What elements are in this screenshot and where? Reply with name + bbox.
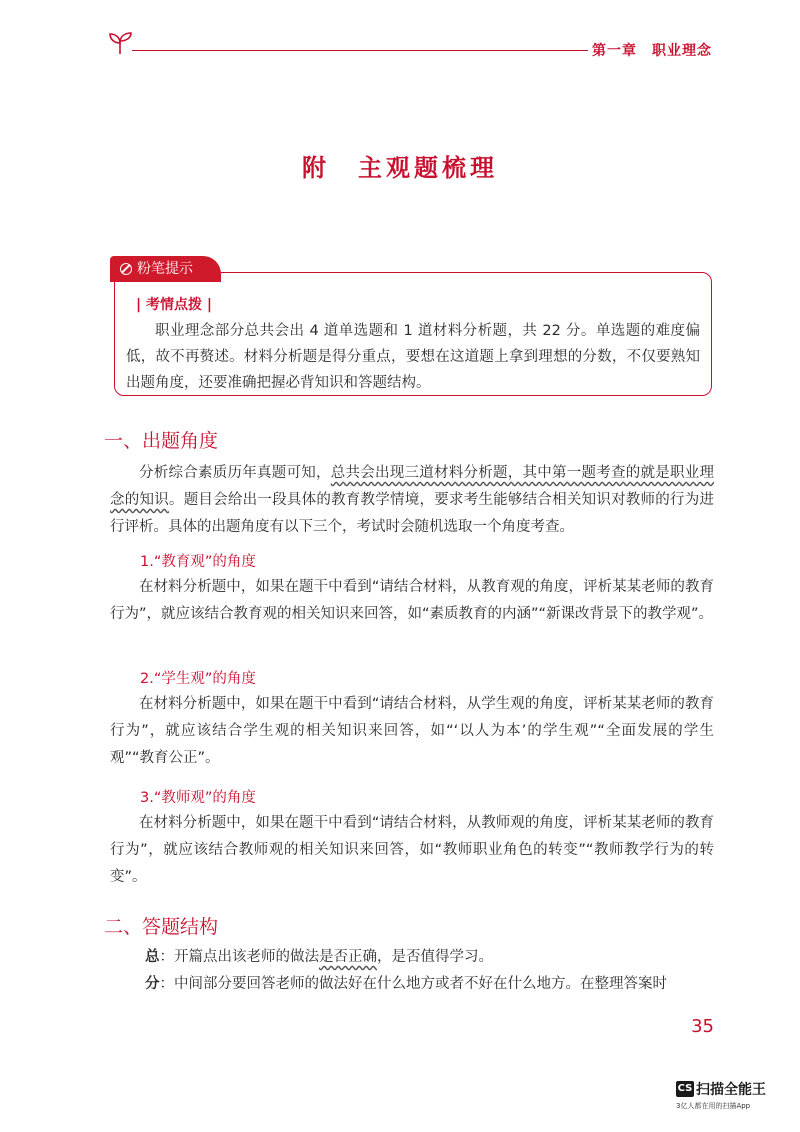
section-heading: 二、答题结构 [104,916,219,938]
section-heading: 一、出题角度 [104,430,219,452]
tip-tab-label: 粉笔提示 [137,261,193,277]
page-number: 35 [691,1016,714,1037]
intro-text: 。题目会给出一段具体的教育教学情境，要求考生能够结合相关知识对教师的行为进行评析。具体的出题角度有以下三个，考试时会随机选取一个角度考查。 [110,492,714,535]
scanner-watermark [676,1078,786,1111]
watermark-tagline: 3亿人都在用的扫描App [676,1101,751,1110]
paragraph-education-view: 在材料分析题中，如果在题干中看到“请结合材料，从教育观的角度，评析某某老师的教育行为”，就应该结合教育观的相关知识来回答，如“素质教育的内涵”“新课改背景下的教学观”。 [110,579,714,622]
subheading-student-view: 2.“学生观”的角度 [140,671,256,687]
paragraph-student-view: 在材料分析题中，如果在题干中看到“请结合材料，从学生观的角度，评析某某老师的教育行为”，就应该结合学生观的相关知识来回答，如“‘以人为本’的学生观”“全面发展的学生观”“教育公正”。 [110,696,714,766]
watermark-name: 扫描全能王 [696,1081,766,1098]
structure-text: ：中间部分要回答老师的做法好在什么地方或者不好在什么地方。在整理答案时 [159,976,667,992]
chapter-title: 第一章 职业理念 [592,43,712,59]
tip-tab [110,256,221,282]
tip-heading: | 考情点拨 | [136,297,212,313]
camscanner-logo: CS [676,1081,694,1097]
page-title: 附 主观题梳理 [302,154,498,182]
section-intro [110,460,714,541]
structure-label: 分 [145,976,160,992]
sprout-icon [106,28,134,56]
header-rule [132,50,588,51]
subheading-education-view: 1.“教育观”的角度 [140,554,256,570]
structure-text: ：开篇点出该老师的做法 [159,949,319,965]
paragraph-teacher-view: 在材料分析题中，如果在题干中看到“请结合材料，从教师观的角度，评析某某老师的教育行为”，就应该结合教师观的相关知识来回答，如“教师职业角色的转变”“教师教学行为的转变”。 [110,815,714,885]
intro-text: 分析综合素质历年真题可知， [139,465,331,481]
intro-underlined: 总共会出现三道材料分析题，其中第一题考查的就是职业理念的知识 [110,465,714,508]
structure-text: ，是否值得学习。 [377,949,493,965]
pencil-icon [120,263,132,275]
structure-body-line [145,971,667,998]
tip-body: 职业理念部分总共会出 4 道单选题和 1 道材料分析题，共 22 分。单选题的难度偏低，故不再赘述。材料分析题是得分重点，要想在这道题上拿到理想的分数，不仅要熟知出题角度，还要准确把握必背知识和答题结构。 [126,323,700,391]
structure-intro-line [145,944,493,971]
structure-text-underlined: 是否正确 [319,949,377,965]
subheading-teacher-view: 3.“教师观”的角度 [140,790,256,806]
structure-label: 总 [145,949,160,965]
